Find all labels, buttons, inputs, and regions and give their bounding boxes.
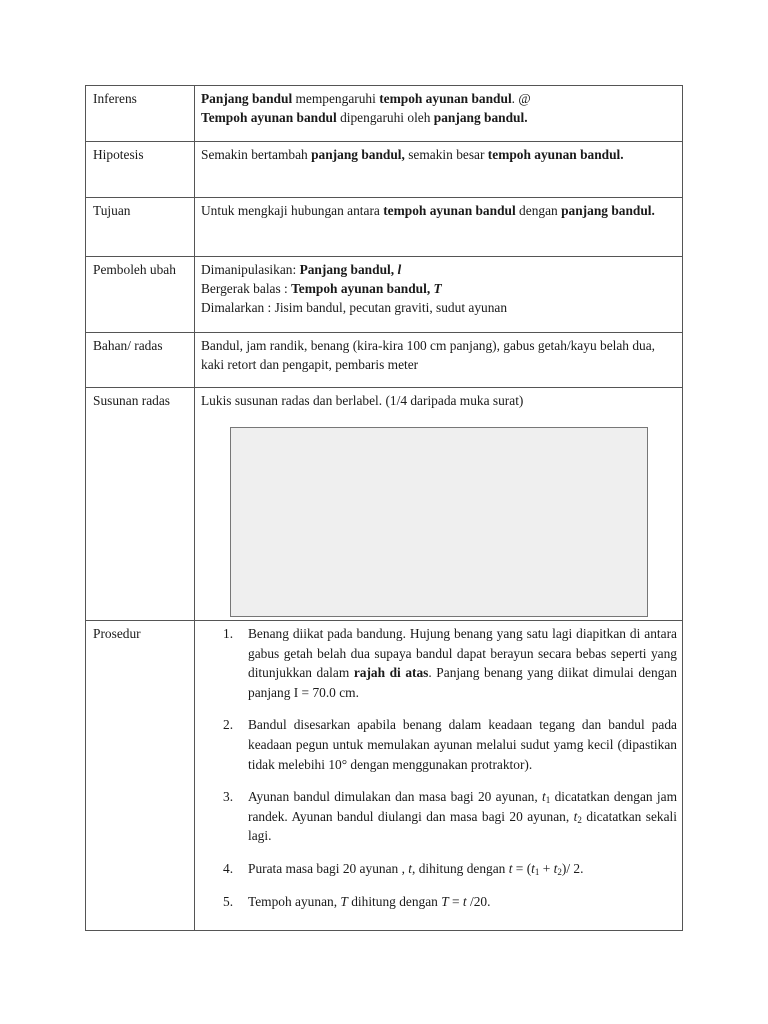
text: dipengaruhi oleh xyxy=(336,110,434,125)
experiment-table xyxy=(85,85,683,931)
symbol-t: t xyxy=(462,893,467,909)
label-susunan-radas: Susunan radas xyxy=(93,393,170,408)
symbol-t: t xyxy=(408,860,413,876)
text: Ayunan bandul dimulakan dan masa bagi 20 ayunan, xyxy=(248,789,543,805)
content-tujuan xyxy=(201,201,677,220)
step-number: 4. xyxy=(223,860,234,876)
text-bold: panjang bandul. xyxy=(561,203,655,218)
text: dicatatkan dengan jam randek. Ayunan bandul diulangi dan masa bagi 20 ayunan, xyxy=(248,789,678,824)
text-bold: panjang bandul, xyxy=(311,147,405,162)
subscript: 1 xyxy=(545,795,551,806)
text: mempengaruhi xyxy=(292,91,380,106)
content-bahan-radas: Bandul, jam randik, benang (kira-kira 100 cm panjang), gabus getah/kayu belah dua, kaki retort dan pengapit, pembaris meter xyxy=(201,338,656,372)
text-bold: tempoh ayunan bandul. xyxy=(487,147,624,162)
text: dengan xyxy=(515,203,562,218)
content-inferens xyxy=(201,89,677,127)
symbol-t: t xyxy=(542,789,546,805)
text: Untuk mengkaji hubungan antara xyxy=(201,203,384,218)
subscript: 2 xyxy=(557,866,562,877)
text: Dimanipulasikan: xyxy=(201,262,300,277)
content-susunan-radas: Lukis susunan radas dan berlabel. (1/4 daripada muka surat) xyxy=(201,393,524,408)
text: dicatatkan sekali lagi. xyxy=(248,808,677,844)
symbol-T: T xyxy=(441,893,449,909)
subscript: 2 xyxy=(577,814,582,825)
text-bold: tempoh ayunan bandul xyxy=(383,203,516,218)
text: Purata masa bagi 20 ayunan , xyxy=(248,860,409,876)
label-pemboleh-ubah: Pemboleh ubah xyxy=(93,262,176,277)
row-inferens xyxy=(86,86,682,141)
label-prosedur: Prosedur xyxy=(93,626,141,641)
text-bold: Tempoh ayunan bandul xyxy=(201,110,337,125)
text: Bandul disesarkan apabila benang dalam keadaan tegang dan bandul pada keadaan pegun untuk memulakan ayunan melalui sudut yamg kecil (dipastikan tidak melebihi 10° dengan menggunakan protraktor). xyxy=(248,717,677,772)
text-bold: tempoh ayunan bandul xyxy=(379,91,512,106)
row-susunan-radas xyxy=(86,387,682,620)
label-hipotesis: Hipotesis xyxy=(93,147,144,162)
text: semakin besar xyxy=(404,147,488,162)
step-number: 1. xyxy=(223,626,234,641)
subscript: 1 xyxy=(534,866,540,877)
procedure-list xyxy=(201,624,677,924)
symbol-t: t xyxy=(508,860,513,876)
text: + xyxy=(539,860,554,876)
text: . @ xyxy=(511,91,531,106)
label-bahan-radas: Bahan/ radas xyxy=(93,338,163,353)
row-bahan-radas xyxy=(86,332,682,387)
text: )/ 2. xyxy=(561,860,584,876)
text: Tempoh ayunan, xyxy=(248,893,341,909)
text: Benang diikat pada bandung. Hujung benang yang satu lagi diapitkan di antara gabus getah belah dua supaya bandul dapat berayun secara bebas seperti yang ditunjukkan dalam xyxy=(248,626,677,681)
text: = ( xyxy=(512,860,532,876)
text: Semakin bertambah xyxy=(201,147,312,162)
row-tujuan xyxy=(86,197,682,256)
text-bold: Panjang bandul xyxy=(201,91,293,106)
row-hipotesis xyxy=(86,141,682,197)
content-pemboleh-ubah xyxy=(201,260,677,317)
text: = xyxy=(448,893,463,909)
procedure-step-3 xyxy=(201,787,677,846)
text-bold: Panjang bandul, xyxy=(299,262,398,277)
text-bold: Tempoh ayunan bandul, xyxy=(291,281,434,296)
text: . Panjang benang yang diikat dimulai dengan panjang I = 70.0 cm. xyxy=(248,665,677,700)
row-pemboleh-ubah xyxy=(86,256,682,332)
text-bold: panjang bandul. xyxy=(433,110,528,125)
symbol-t: t xyxy=(573,808,578,824)
text: /20. xyxy=(466,893,491,909)
procedure-step-4 xyxy=(201,859,677,879)
symbol-T: T xyxy=(340,893,348,909)
procedure-step-1 xyxy=(201,624,677,702)
procedure-step-2 xyxy=(201,715,677,774)
symbol-t: t xyxy=(553,860,558,876)
step-number: 3. xyxy=(223,789,234,805)
text-bold: rajah di atas xyxy=(353,665,429,681)
symbol-l: l xyxy=(397,262,402,277)
step-number: 2. xyxy=(223,717,234,733)
row-prosedur xyxy=(86,620,682,932)
text-dimalarkan: Dimalarkan : Jisim bandul, pecutan graviti, sudut ayunan xyxy=(201,300,508,315)
procedure-step-5 xyxy=(201,892,677,912)
text: dihitung dengan xyxy=(347,893,442,909)
text: , dihitung dengan xyxy=(412,860,509,876)
diagram-placeholder-box xyxy=(230,427,648,617)
text: Bergerak balas : xyxy=(201,281,292,296)
symbol-T: T xyxy=(433,281,442,296)
content-hipotesis xyxy=(201,145,677,164)
step-number: 5. xyxy=(223,893,234,909)
label-inferens: Inferens xyxy=(93,91,137,106)
label-tujuan: Tujuan xyxy=(93,203,131,218)
symbol-t: t xyxy=(531,860,535,876)
